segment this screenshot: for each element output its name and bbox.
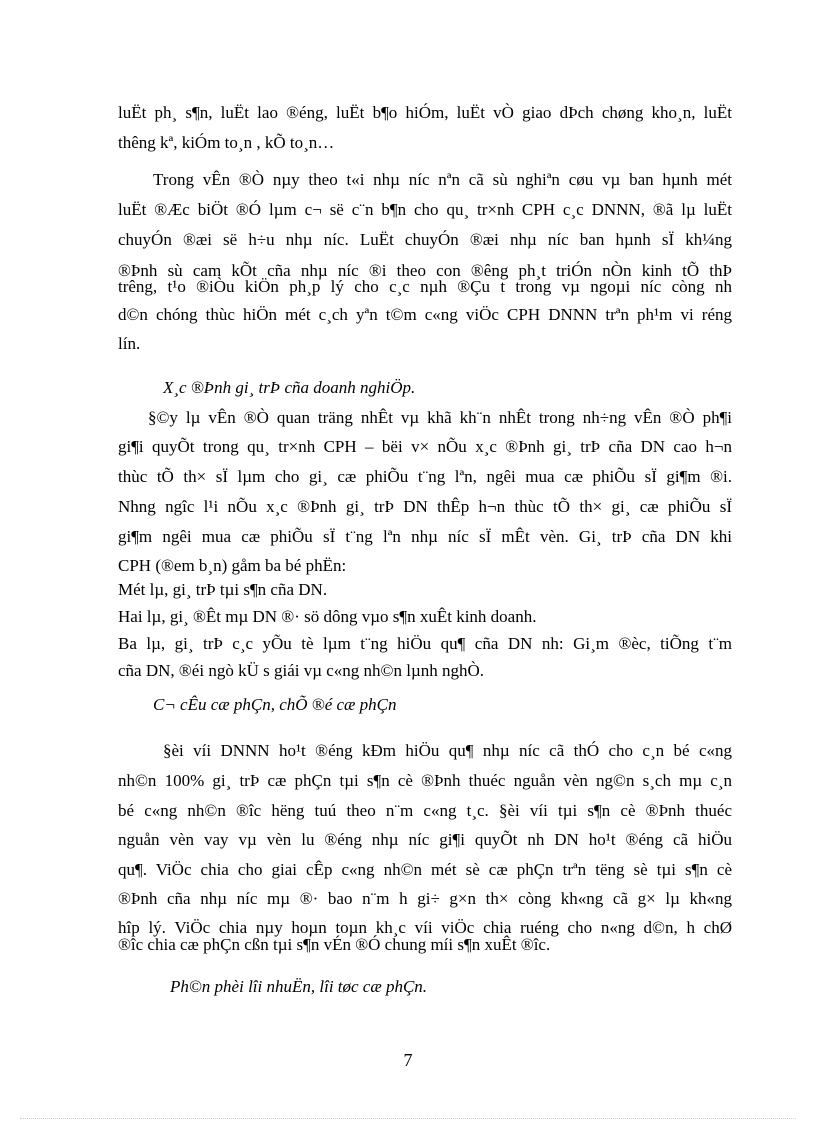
page-bottom-rule	[20, 1118, 796, 1119]
text-line: ®îc chia cæ phÇn cßn tµi s¶n vÉn ®Ó chung míi s¶n xuÊt ®îc.	[118, 935, 551, 954]
text-line: thêng kª, kiÓm to¸n , kÕ to¸n…	[118, 133, 335, 152]
text-line: lín.	[118, 334, 141, 353]
text-line: §èi víi DNNN ho¹t ®éng kÐm hiÖu qu¶ nhµ níc cã thÓ cho c¸n bé c«ng	[163, 741, 732, 760]
text-line: §©y lµ vÊn ®Ò quan träng nhÊt vµ khã kh¨n nhÊt trong nh÷ng vÊn ®Ò ph¶i	[148, 408, 732, 427]
text-line: Nhng ngîc l¹i nÕu x¸c ®Þnh gi¸ trÞ DN thÊp h¬n thùc tÕ th× gi¸ cæ phiÕu sÏ	[118, 497, 732, 516]
text-line: cña DN, ®éi ngò kÜ s giái vµ c«ng nh©n lµnh nghÒ.	[118, 661, 485, 680]
text-line: gi¶i quyÕt trong qu¸ tr×nh CPH – bëi v× nÕu x¸c ®Þnh gi¸ trÞ cña DN cao h¬n	[118, 437, 732, 456]
text-line: d©n chóng thùc hiÖn mét c¸ch yªn t©m c«ng viÖc CPH DNNN trªn ph¹m vi réng	[118, 305, 732, 324]
text-line: ®Þnh cña nhµ níc mµ ®· bao n¨m h gi÷ g×n th× còng kh«ng cã g× lµ kh«ng	[118, 889, 732, 908]
text-line: Mét lµ, gi¸ trÞ tµi s¶n cña DN.	[118, 580, 328, 599]
text-line: gi¶m ngêi mua cæ phiÕu sÏ t¨ng lªn nhµ níc sÏ mÊt vèn. Gi¸ trÞ cña DN khi	[118, 527, 732, 546]
page-number: 7	[403, 1050, 413, 1070]
text-line: Ba lµ, gi¸ trÞ c¸c yÕu tè lµm t¨ng hiÖu qu¶ cña DN nh: Gi¸m ®èc, tiÕng t¨m	[118, 634, 732, 653]
text-line: nh©n 100% gi¸ trÞ cæ phÇn tµi s¶n cè ®Þnh thuéc nguån vèn ng©n s¸ch mµ c¸n	[118, 771, 732, 790]
section-heading: Ph©n phèi lîi nhuËn, lîi tøc cæ phÇn.	[170, 977, 428, 996]
text-line: Hai lµ, gi¸ ®Êt mµ DN ®· sö dông vµo s¶n xuÊt kinh doanh.	[118, 607, 537, 626]
text-line: qu¶. ViÖc chia cho giai cÊp c«ng nh©n mét sè cæ phÇn trªn tëng sè tµi s¶n cè	[118, 860, 732, 879]
text-line: thùc tÕ th× sÏ lµm cho gi¸ cæ phiÕu t¨ng lªn, ngêi mua cæ phiÕu sÏ gi¶m ®i.	[118, 467, 732, 486]
text-line: nguån vèn vay vµ vèn lu ®éng nhµ níc gi¶i quyÕt nh DN ho¹t ®éng cã hiÖu	[118, 830, 732, 849]
section-heading: C¬ cÊu cæ phÇn, chÕ ®é cæ phÇn	[153, 695, 397, 714]
text-line: chuyÓn ®æi së h÷u nhµ níc. LuËt chuyÓn ®æi nhµ níc ban hµnh sÏ kh¼ng	[118, 230, 732, 249]
text-line: hîp lý. ViÖc chia nµy hoµn toµn kh¸c víi viÖc chia ruéng cho n«ng d©n, h chØ	[118, 918, 732, 937]
section-heading: X¸c ®Þnh gi¸ trÞ cña doanh nghiÖp.	[163, 378, 416, 397]
text-line: bé c«ng nh©n ®îc hëng tuú theo n¨m c«ng t¸c. §èi víi tµi s¶n cè ®Þnh thuéc	[118, 801, 732, 820]
text-line: luËt ph¸ s¶n, luËt lao ®éng, luËt b¶o hiÓm, luËt vÒ giao dÞch chøng kho¸n, luËt	[118, 103, 732, 122]
text-line: trêng, t¹o ®iÒu kiÖn ph¸p lý cho c¸c nµh ®Çu t trong vµ ngoµi níc còng nh	[118, 277, 732, 296]
text-line: Trong vÊn ®Ò nµy theo t«i nhµ níc nªn cã sù nghiªn cøu vµ ban hµnh mét	[153, 170, 732, 189]
text-line: ®Þnh sù cam kÕt cña nhµ níc ®i theo con ®êng ph¸t triÓn nÒn kinh tÕ thÞ	[118, 261, 732, 280]
text-line: CPH (®em b¸n) gåm ba bé phËn:	[118, 556, 347, 575]
text-line: luËt ®Æc biÖt ®Ó lµm c¬ së c¨n b¶n cho qu¸ tr×nh CPH c¸c DNNN, ®ã lµ luËt	[118, 200, 732, 219]
